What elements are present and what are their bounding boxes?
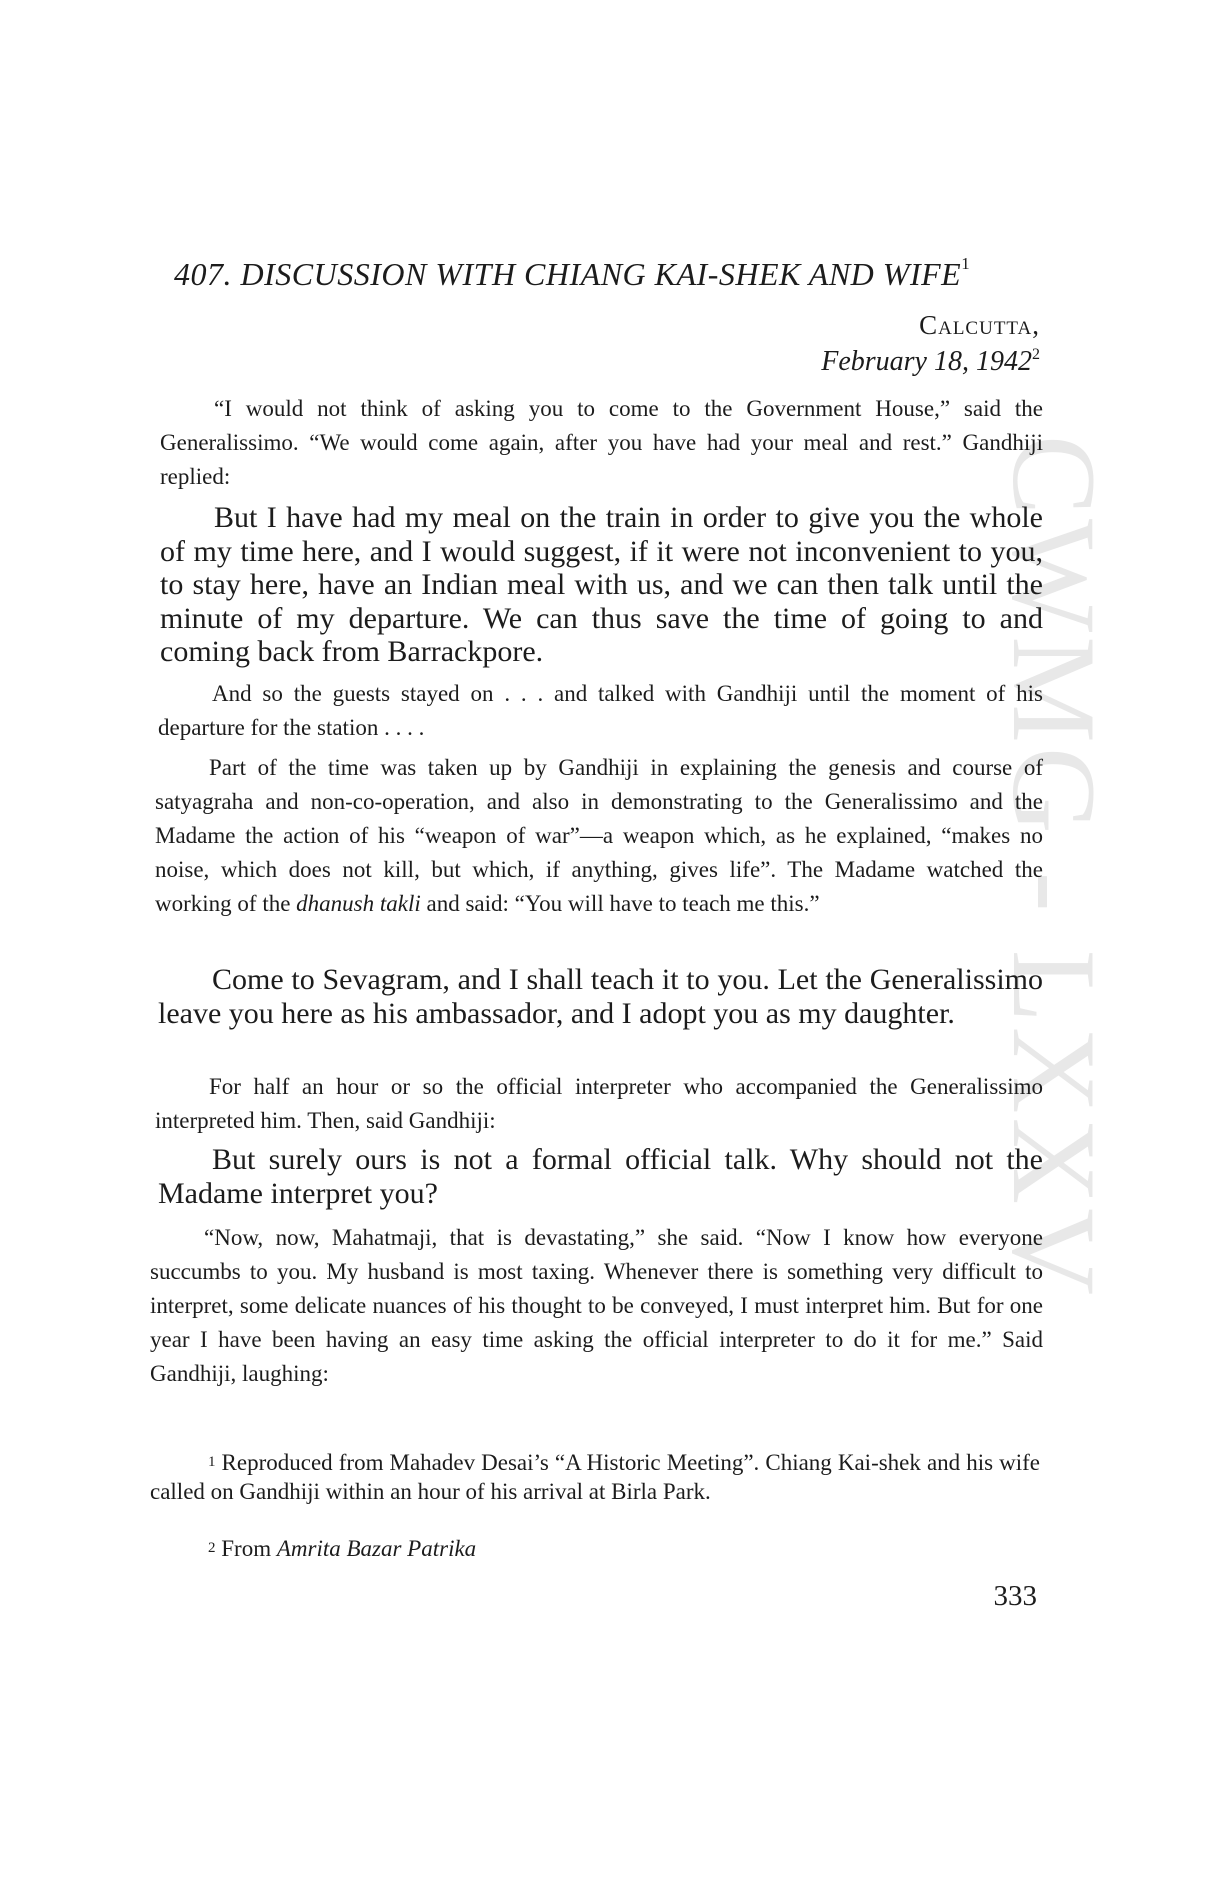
title-footnote-ref: 1	[961, 254, 971, 273]
date-line	[821, 346, 1040, 378]
page-title	[174, 256, 970, 293]
paragraph-satyagraha	[155, 751, 1043, 921]
paragraph-interpreter: For half an hour or so the official interpreter who accompanied the Generalissimo interpreted him. Then, said Gandhiji:	[155, 1074, 1043, 1133]
footnote-source-title: Amrita Bazar Patrika	[276, 1536, 477, 1561]
footnote-text: From	[215, 1536, 277, 1561]
text-segment: and said: “You will have to teach me this.”	[420, 891, 820, 916]
quote-gandhiji-2: Come to Sevagram, and I shall teach it to you. Let the Generalissimo leave you here as his ambassador, and I adopt you as my daughter.	[158, 963, 1043, 1030]
footnote-text: Reproduced from Mahadev Desai’s “A Historic Meeting”. Chiang Kai-shek and his wife called on Gandhiji within an hour of his arrival at Birla Park.	[150, 1450, 1040, 1504]
paragraph-guests-stayed: And so the guests stayed on . . . and talked with Gandhiji until the moment of his departure for the station . . . .	[158, 681, 1043, 740]
footnote-number: 1	[208, 1454, 216, 1470]
title-text: 407. DISCUSSION WITH CHIANG KAI-SHEK AND WIFE	[174, 256, 962, 292]
text-segment: Part of the time was taken up by Gandhiji in explaining the genesis and course of satyagraha and non-co-operation, and also in demonstrating to the Generalissimo and the Madame the action of his “weapon of war”—a weapon which, as he explained, “makes no noise, which does not kill, but which, if anything, gives life”. The Madame watched the working of the	[155, 755, 1043, 916]
footnote-number: 2	[208, 1540, 216, 1556]
paragraph-intro: “I would not think of asking you to come to the Government House,” said the Generalissimo. “We would come again, after you have had your meal and rest.” Gandhiji replied:	[160, 396, 1043, 489]
paragraph-madame: “Now, now, Mahatmaji, that is devastating,” she said. “Now I know how everyone succumbs to you. My husband is most taxing. Whenever there is something very difficult to interpret, some delicate nuances of his thought to be conveyed, I must interpret him. But for one year I have been having an easy time asking the official interpreter to do it for me.” Said Gandhiji, laughing:	[150, 1225, 1043, 1386]
italic-term: dhanush takli	[296, 891, 421, 916]
watermark: CWMG - LXXV	[988, 435, 1121, 1299]
quote-gandhiji-1: But I have had my meal on the train in order to give you the whole of my time here, and I would suggest, if it were not inconvenient to you, to stay here, have an Indian meal with us, and we can then talk until the minute of my departure. We can thus save the time of going to and coming back from Barrackpore.	[160, 501, 1043, 668]
place-line: Calcutta,	[919, 310, 1040, 340]
page-number: 333	[993, 1580, 1037, 1612]
date-text: February 18, 1942	[821, 346, 1032, 377]
quote-gandhiji-3: But surely ours is not a formal official talk. Why should not the Madame interpret you?	[158, 1143, 1043, 1210]
footnote-1	[150, 1448, 1040, 1506]
date-footnote-ref: 2	[1032, 346, 1040, 363]
footnote-2	[150, 1534, 1040, 1563]
